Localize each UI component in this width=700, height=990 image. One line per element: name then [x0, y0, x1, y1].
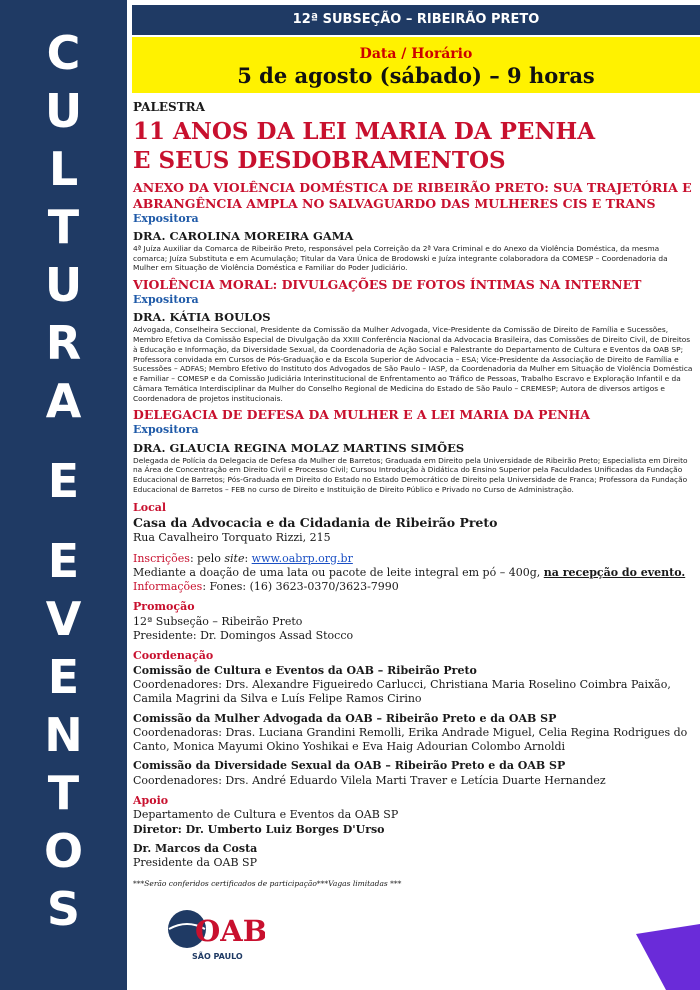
coord-group-title: Comissão de Cultura e Eventos da OAB – Ribeirão Preto [133, 663, 477, 677]
inscricoes-colon: : [244, 551, 252, 565]
talk-3 [133, 407, 693, 494]
apoio-dept: Departamento de Cultura e Eventos da OAB SP [133, 808, 399, 822]
promocao-label: Promoção [133, 600, 195, 614]
sidebar-letter: V [45, 592, 82, 646]
palestra-label: PALESTRA [133, 100, 205, 114]
sidebar-letter: E [47, 534, 80, 588]
sidebar-panel [0, 0, 127, 990]
logo-caption: SÃO PAULO [192, 952, 243, 961]
date-value: 5 de agosto (sábado) – 9 horas [237, 63, 595, 88]
promocao-president: Presidente: Dr. Domingos Assad Stocco [133, 629, 354, 643]
informacoes-line [133, 580, 693, 594]
certificate-note: ***Serão conferidos certificados de participação***Vagas limitadas *** [133, 878, 402, 888]
inscricoes-line [133, 552, 693, 566]
coord-group-3 [133, 759, 693, 788]
apoio-director: Diretor: Dr. Umberto Luiz Borges D'Urso [133, 822, 385, 836]
coord-group-1 [133, 664, 693, 707]
subsection-header: 12ª SUBSEÇÃO – RIBEIRÃO PRETO [132, 5, 700, 35]
inscricoes-text-main: Mediante a doação de uma lata ou pacote de leite integral em pó – 400g, [133, 565, 544, 579]
corner-decoration [636, 924, 700, 990]
sidebar-letter: U [44, 84, 83, 138]
coordenacao-label: Coordenação [133, 649, 214, 663]
speaker-name: DRA. KÁTIA BOULOS [133, 310, 271, 325]
inscricoes-prefix: : pelo [189, 551, 225, 565]
informacoes-label: Informações [133, 580, 203, 594]
sidebar-letter: L [48, 142, 79, 196]
promocao-org: 12ª Subseção – Ribeirão Preto [133, 614, 303, 628]
sidebar-letter: N [44, 708, 83, 762]
inscricoes-text-underlined: na recepção do evento. [543, 565, 686, 579]
coord-group-title: Comissão da Mulher Advogada da OAB – Ribeirão Preto e da OAB SP [133, 711, 557, 725]
sidebar-letter: T [47, 766, 80, 820]
sidebar-letter: T [47, 200, 80, 254]
informacoes-text: : Fones: (16) 3623-0370/3623-7990 [202, 580, 399, 594]
talk-role: Expositora [133, 293, 199, 307]
website-link[interactable]: www.oabrp.org.br [251, 551, 353, 565]
talk-heading: VIOLÊNCIA MORAL: DIVULGAÇÕES DE FOTOS ÍNTIMAS NA INTERNET [133, 277, 642, 293]
sidebar-letter: R [45, 316, 82, 370]
local-label: Local [133, 500, 167, 514]
oab-globe-icon [165, 907, 265, 962]
date-band [132, 37, 700, 93]
speaker-name: DRA. GLAUCIA REGINA MOLAZ MARTINS SIMÕES [133, 440, 465, 455]
talk-1 [133, 180, 693, 274]
coord-group-title: Comissão da Diversidade Sexual da OAB – Ribeirão Preto e da OAB SP [133, 759, 566, 773]
inscricoes-site-word: site [224, 551, 245, 565]
inscricoes-text [133, 566, 693, 580]
page-title [133, 118, 693, 176]
talk-2 [133, 277, 693, 403]
speaker-bio: 4ª Juíza Auxiliar da Comarca de Ribeirão Preto, responsável pela Correição da 2ª Vara Criminal e do Anexo da Violência Doméstica, da mesma comarca; Juíza Substituta e em Acumulação; Titular da Vara Única de Brodowski e Juíza integrante colaboradora da COMESP – Coordenadoria da Mulher em Situação de Violência Doméstica e Familiar do Poder Judiciário. [133, 243, 668, 273]
apoio-label: Apoio [133, 794, 169, 808]
talk-role: Expositora [133, 423, 199, 437]
speaker-bio: Delegada de Polícia da Delegacia de Defesa da Mulher de Barretos; Graduada em Direito pela Universidade de Ribeirão Preto; Especialista em Direito na Área de Concentração em Direito Civil e Processo Civil; Cursou Introdução à Didática do Ensino Superior pela Faculdades Unificadas da Fundação Educacional de Barretos; Pós-Graduada em Direito do Estado no Estado Democrático de Direito pela Universidade de Franca; Professora da Fundação Educacional de Barretos – FEB no curso de Direito e Instituição de Direito Público e Privado no Curso de Administração. [133, 455, 688, 494]
sidebar-letter: E [47, 650, 80, 704]
logo-letters: OAB [195, 914, 265, 948]
inscricoes-label: Inscrições [133, 551, 190, 565]
sidebar-letter: U [44, 258, 83, 312]
sidebar-letter: O [43, 824, 84, 878]
sidebar-title [0, 24, 127, 938]
coord-group-text: Coordenadores: Drs. André Eduardo Vilela Marti Traver e Letícia Duarte Hernandez [133, 773, 606, 787]
title-line-1: 11 ANOS DA LEI MARIA DA PENHA [133, 117, 596, 145]
date-label: Data / Horário [359, 46, 473, 62]
local-place: Casa da Advocacia e da Cidadania de Ribeirão Preto [133, 515, 498, 531]
talk-heading: ANEXO DA VIOLÊNCIA DOMÉSTICA DE RIBEIRÃO PRETO: SUA TRAJETÓRIA E ABRANGÊNCIA AMPLA NO SALVAGUARDO DAS MULHERES CIS E TRANS [133, 179, 692, 211]
sidebar-letter: C [46, 26, 81, 80]
coord-group-text: Coordenadores: Drs. Alexandre Figueiredo Carlucci, Christiana Maria Roselino Coimbra Paixão, Camila Magrini da Silva e Luís Felipe Ramos Cirino [133, 677, 671, 706]
sidebar-letter: S [46, 882, 81, 936]
coord-group-2 [133, 712, 693, 755]
coord-group-text: Coordenadoras: Dras. Luciana Grandini Remolli, Erika Andrade Miguel, Celia Regina Rodrigues do Canto, Monica Mayumi Okino Yoshikai e Eva Haig Adourian Colombo Arnoldi [133, 725, 688, 754]
speaker-name: DRA. CAROLINA MOREIRA GAMA [133, 228, 354, 243]
sidebar-letter: E [47, 454, 80, 508]
apoio-president-role: Presidente da OAB SP [133, 856, 257, 870]
oab-logo [165, 907, 265, 962]
main-content [133, 100, 693, 888]
title-line-2: E SEUS DESDOBRAMENTOS [133, 146, 506, 174]
apoio-president-name: Dr. Marcos da Costa [133, 841, 258, 855]
talk-heading: DELEGACIA DE DEFESA DA MULHER E A LEI MARIA DA PENHA [133, 407, 590, 423]
talk-role: Expositora [133, 211, 199, 225]
sidebar-letter: A [45, 374, 82, 428]
speaker-bio: Advogada, Conselheira Seccional, Presidente da Comissão da Mulher Advogada, Vice-Presidente da Comissão de Direito de Família e Sucessões, Membro Efetiva da Comissão Especial de Divulgação da XXIII Conferência Nacional da Advocacia Brasileira, das Comissões de Direito Civil, de Direitos à Educação e Informação, da Diversidade Sexual, da Coordenadoria de Ação Social e Palestrante do Departamento de Cultura e Eventos da OAB SP; Professora convidada em Cursos de Pós-Graduação e da Escola Superior de Advocacia – ESA; Vice-Presidente da Associação de Direito de Família e Sucessões – ADFAS; Membro Efetivo do Instituto dos Advogados de São Paulo – IASP, da Coordenadoria da Mulher em Situação de Violência Doméstica e Familiar – COMESP e da Comissão Judiciária Interinstitucional de Enfrentamento ao Tráfico de Pessoas, Trabalho Escravo e Exploração Infantil e da Câmara Temática Interdisciplinar da Mulher do Conselho Regional de Medicina do Estado de São Paulo – CREMESP; Autora de diversos artigos e Coordenadora de projetos institucionais. [133, 325, 693, 403]
local-address: Rua Cavalheiro Torquato Rizzi, 215 [133, 531, 331, 545]
